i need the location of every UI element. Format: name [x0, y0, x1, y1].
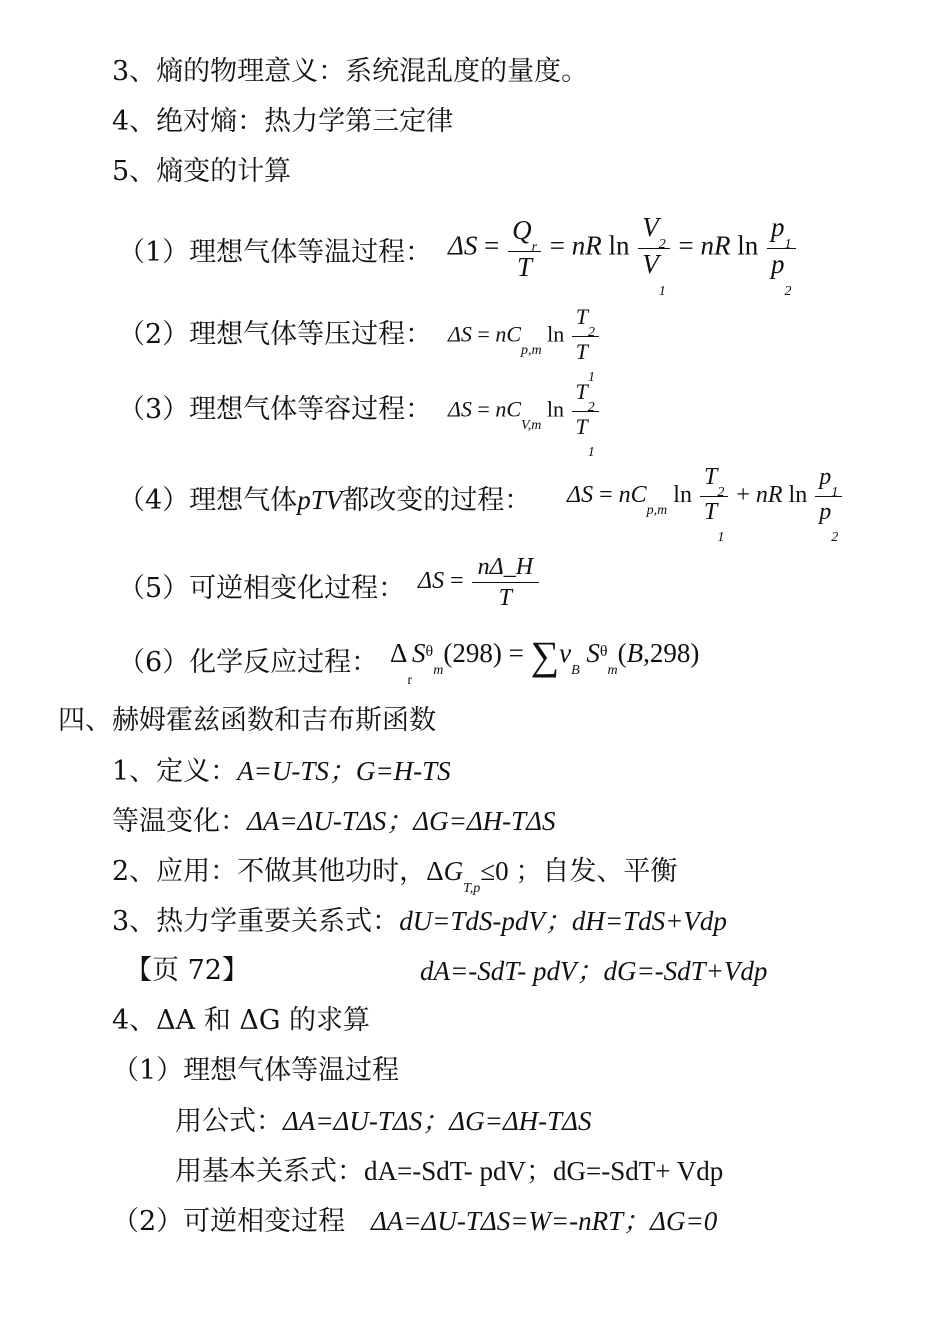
reaction-entropy-formula: $\Delta_rS^\theta_m(298) = \sum\nu_B$ $S^\theta_m(B,298)$: [390, 632, 700, 688]
entropy-change-calc-heading: 5、熵变的计算: [112, 156, 292, 187]
definition-line: 1、定义：A=U-TS；G=H-TS: [112, 756, 451, 787]
isochoric-process-label: （3）理想气体等容过程：: [118, 394, 433, 425]
use-formula-line: 用公式：ΔA=ΔU-TΔS；ΔG=ΔH-TΔS: [175, 1106, 592, 1137]
absolute-entropy: 4、绝对熵：热力学第三定律: [112, 106, 454, 137]
ptv-process-label: （4）理想气体pTV都改变的过程：: [118, 485, 532, 516]
isochoric-entropy-formula: $\Delta S = nC_{V,m}$ ln $\frac{T_2}{T_1}$: [448, 377, 601, 446]
application-line: 2、应用：不做其他功时，$\Delta G_{T,p}\le 0$ ；自发、平衡: [112, 856, 678, 896]
relations-line: 3、热力学重要关系式：dU=TdS-pdV；dH=TdS+Vdp: [112, 906, 727, 937]
use-basic-relation-line: 用基本关系式：dA=-SdT- pdV；dG=-SdT+ Vdp: [175, 1156, 724, 1187]
relations-line-2: dA=-SdT- pdV；dG=-SdT+Vdp: [420, 956, 768, 986]
isothermal-process-label: （1）理想气体等温过程：: [118, 237, 433, 268]
calc-heading: 4、ΔA 和 ΔG 的求算: [112, 1005, 370, 1036]
section-helmholtz-gibbs: 四、赫姆霍兹函数和吉布斯函数: [58, 705, 436, 736]
isothermal-entropy-formula: ΔS = $\frac{Q_r}{T}$ = nR ln $\frac{V_2}{V_1}$ = nR ln $\frac{p_1}{p_2}$: [448, 212, 798, 285]
reversible-phase-change-line: （2）可逆相变过程 ΔA=ΔU-TΔS=W=-nRT；ΔG=0: [112, 1206, 718, 1237]
ideal-gas-isothermal-heading: （1）理想气体等温过程: [112, 1055, 400, 1086]
isobaric-entropy-formula: $\Delta S = nC_{p,m}$ ln $\frac{T_2}{T_1}$: [448, 302, 601, 371]
entropy-physical-meaning: 3、熵的物理意义：系统混乱度的量度。: [112, 56, 589, 87]
ptv-entropy-formula: $\Delta S = nC_{p,m}$ ln $\frac{T_2}{T_1}$ + nR ln $\frac{p_1}{p_2}$: [567, 462, 844, 531]
isothermal-change-line: 等温变化：ΔA=ΔU-TΔS；ΔG=ΔH-TΔS: [112, 806, 556, 837]
page-reference: 【页 72】: [125, 955, 249, 986]
phase-change-label: （5）可逆相变化过程：: [118, 573, 406, 604]
phase-change-entropy-formula: ΔS = $\frac{n\Delta\_H}{T}$: [418, 552, 541, 613]
isobaric-process-label: （2）理想气体等压过程：: [118, 319, 433, 350]
chemical-reaction-label: （6）化学反应过程：: [118, 647, 379, 678]
